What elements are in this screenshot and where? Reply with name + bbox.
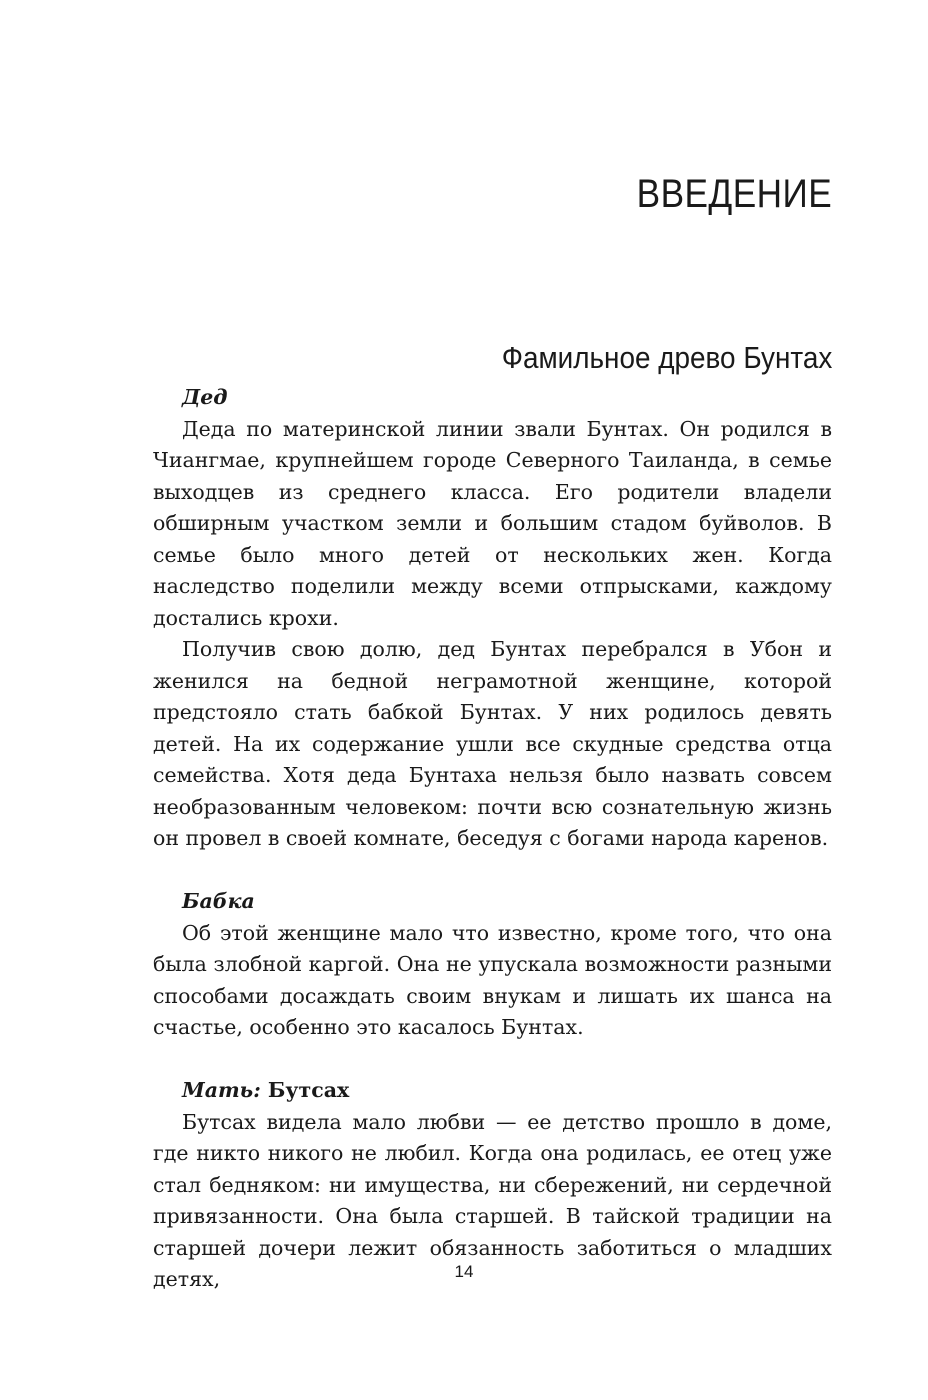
paragraph: Получив свою долю, дед Бунтах перебрался в Убон и женился на бедной неграмотной женщине, которой предстояло стать бабкой Бунтах. У них родилось девять детей. На их содержание ушли все скудные средства отца семейства. Хотя деда Бунтаха нельзя было назвать совсем необразованным человеком: почти всю сознательную жизнь он провел в своей комнате, беседуя с богами народа каренов. xyxy=(153,637,832,850)
page-number: 14 xyxy=(454,1262,474,1281)
paragraph: Бутсах видела мало любви — ее детство прошло в доме, где никто никого не любил. Когда она родилась, ее отец уже стал бедняком: ни имущества, ни сбережений, ни сердечной привязанности. Она была старшей. В тайской традиции на старшей дочери лежит обязанность заботиться о младших детях, xyxy=(153,1109,832,1291)
paragraph: Деда по материнской линии звали Бунтах. Он родился в Чиангмае, крупнейшем городе Северного Таиланда, в семье выходцев из среднего класса. Его родители владели обширным участком земли и большим стадом буйволов. В семье было много детей от нескольких жен. Когда наследство поделили между всеми отпрысками, каждому достались крохи. xyxy=(153,416,832,630)
subsection-heading-mother: Мать: Бутсах xyxy=(182,1078,350,1102)
subsection-heading-grandfather: Дед xyxy=(182,385,228,409)
subsection-heading-grandmother: Бабка xyxy=(182,889,255,913)
paragraph: Об этой женщине мало что известно, кроме того, что она была злобной каргой. Она не упускала возможности разными способами досаждать своим внукам и лишать их шанса на счастье, особенно это касалось Бунтах. xyxy=(153,920,832,1039)
chapter-title: ВВЕДЕНИЕ xyxy=(636,172,832,216)
spacer xyxy=(153,855,832,887)
page-body xyxy=(153,382,832,1296)
spacer xyxy=(153,1044,832,1076)
section-title: Фамильное древо Бунтах xyxy=(501,340,832,375)
